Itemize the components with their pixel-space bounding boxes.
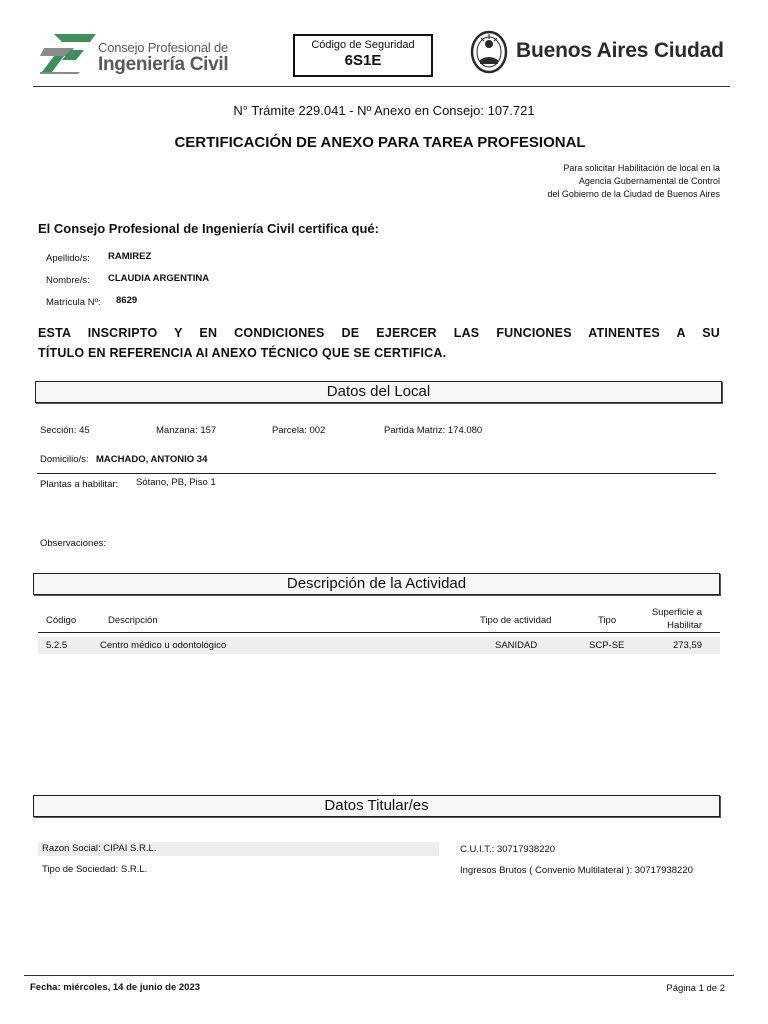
inscripto-statement bbox=[38, 323, 720, 363]
footer-date: Fecha: miércoles, 14 de junio de 2023 bbox=[30, 982, 201, 993]
row-codigo: 5.2.5 bbox=[46, 640, 68, 651]
col-descripcion: Descripción bbox=[108, 615, 158, 626]
cpic-logo-mark-icon bbox=[40, 32, 96, 74]
apellido-label: Apellido/s: bbox=[46, 253, 90, 264]
partida-value: Partida Matriz: 174.080 bbox=[384, 425, 483, 436]
row-superficie: 273,59 bbox=[672, 640, 702, 651]
ingresos-brutos-value: Ingresos Brutos ( Convenio Multilateral ): 30717938220 bbox=[460, 865, 693, 876]
titular-header: Datos Titular/es bbox=[33, 795, 720, 817]
row-tipo-actividad: SANIDAD bbox=[495, 640, 538, 651]
col-superficie-line1: Superficie a bbox=[651, 607, 702, 618]
parcela-value: Parcela: 002 bbox=[272, 425, 326, 436]
cpic-logo-line2: Ingeniería Civil bbox=[98, 54, 229, 75]
col-codigo: Código bbox=[46, 615, 77, 626]
inscripto-line2: TÍTULO EN REFERENCIA AI ANEXO TÉCNICO QUE SE CERTIFICA. bbox=[38, 346, 447, 360]
domicilio-value: MACHADO, ANTONIO 34 bbox=[96, 454, 208, 465]
domicilio-label: Domicilio/s: bbox=[40, 454, 89, 465]
table-row bbox=[38, 637, 720, 654]
tramite-number: N° Trámite 229.041 - Nº Anexo en Consejo: 107.721 bbox=[233, 103, 535, 118]
buenos-aires-logo bbox=[470, 30, 730, 76]
security-code-value: 6S1E bbox=[344, 52, 382, 69]
buenos-aires-logo-text: Buenos Aires Ciudad bbox=[516, 39, 724, 62]
footer-divider bbox=[24, 975, 734, 976]
row-tipo: SCP-SE bbox=[589, 640, 625, 651]
razon-social-value: Razon Social: CIPAI S.R.L. bbox=[42, 843, 157, 854]
row-descripcion: Centro médico u odontológico bbox=[100, 640, 227, 651]
certifica-statement: El Consejo Profesional de Ingeniería Civil certifica qué: bbox=[38, 221, 379, 236]
habilitacion-note bbox=[547, 162, 720, 201]
col-tipo-actividad: Tipo de actividad bbox=[480, 615, 552, 626]
nombre-value: CLAUDIA ARGENTINA bbox=[108, 273, 210, 284]
inscripto-line1: ESTA INSCRIPTO Y EN CONDICIONES DE EJERCER LAS FUNCIONES ATINENTES A SU bbox=[38, 326, 720, 340]
buenos-aires-seal-icon bbox=[470, 30, 508, 74]
manzana-value: Manzana: 157 bbox=[156, 425, 217, 436]
plantas-value: Sótano, PB, Piso 1 bbox=[136, 477, 216, 488]
cuit-value: C.U.I.T.: 30717938220 bbox=[460, 844, 556, 855]
col-tipo: Tipo bbox=[598, 615, 617, 626]
page-title: CERTIFICACIÓN DE ANEXO PARA TAREA PROFESIONAL bbox=[174, 134, 586, 151]
tipo-sociedad-value: Tipo de Sociedad: S.R.L. bbox=[42, 864, 148, 875]
security-code-box bbox=[293, 34, 433, 77]
note-line1: Para solicitar Habilitación de local en la bbox=[563, 163, 720, 173]
col-superficie-line2: Habilitar bbox=[667, 620, 702, 631]
observaciones-label: Observaciones: bbox=[40, 538, 107, 549]
razon-social-row bbox=[38, 842, 439, 856]
nombre-label: Nombre/s: bbox=[46, 275, 90, 286]
note-line2: Agencia Gubernamental de Control bbox=[578, 176, 720, 186]
security-code-label: Código de Seguridad bbox=[311, 39, 415, 51]
page-number: Página 1 de 2 bbox=[666, 983, 725, 994]
actividad-table-divider bbox=[38, 632, 720, 633]
note-line3: del Gobierno de la Ciudad de Buenos Aires bbox=[547, 189, 720, 199]
matricula-value: 8629 bbox=[116, 295, 138, 306]
matricula-label: Matrícula Nº: bbox=[46, 297, 101, 308]
apellido-value: RAMIREZ bbox=[108, 251, 152, 262]
cpic-logo-line1: Consejo Profesional de bbox=[98, 40, 229, 55]
header-divider bbox=[33, 86, 730, 87]
seccion-value: Sección: 45 bbox=[40, 425, 90, 436]
plantas-label: Plantas a habilitar: bbox=[40, 479, 119, 490]
cpic-logo bbox=[40, 30, 230, 76]
datos-local-header: Datos del Local bbox=[35, 381, 722, 403]
actividad-header: Descripción de la Actividad bbox=[33, 573, 720, 595]
domicilio-divider bbox=[37, 473, 716, 474]
